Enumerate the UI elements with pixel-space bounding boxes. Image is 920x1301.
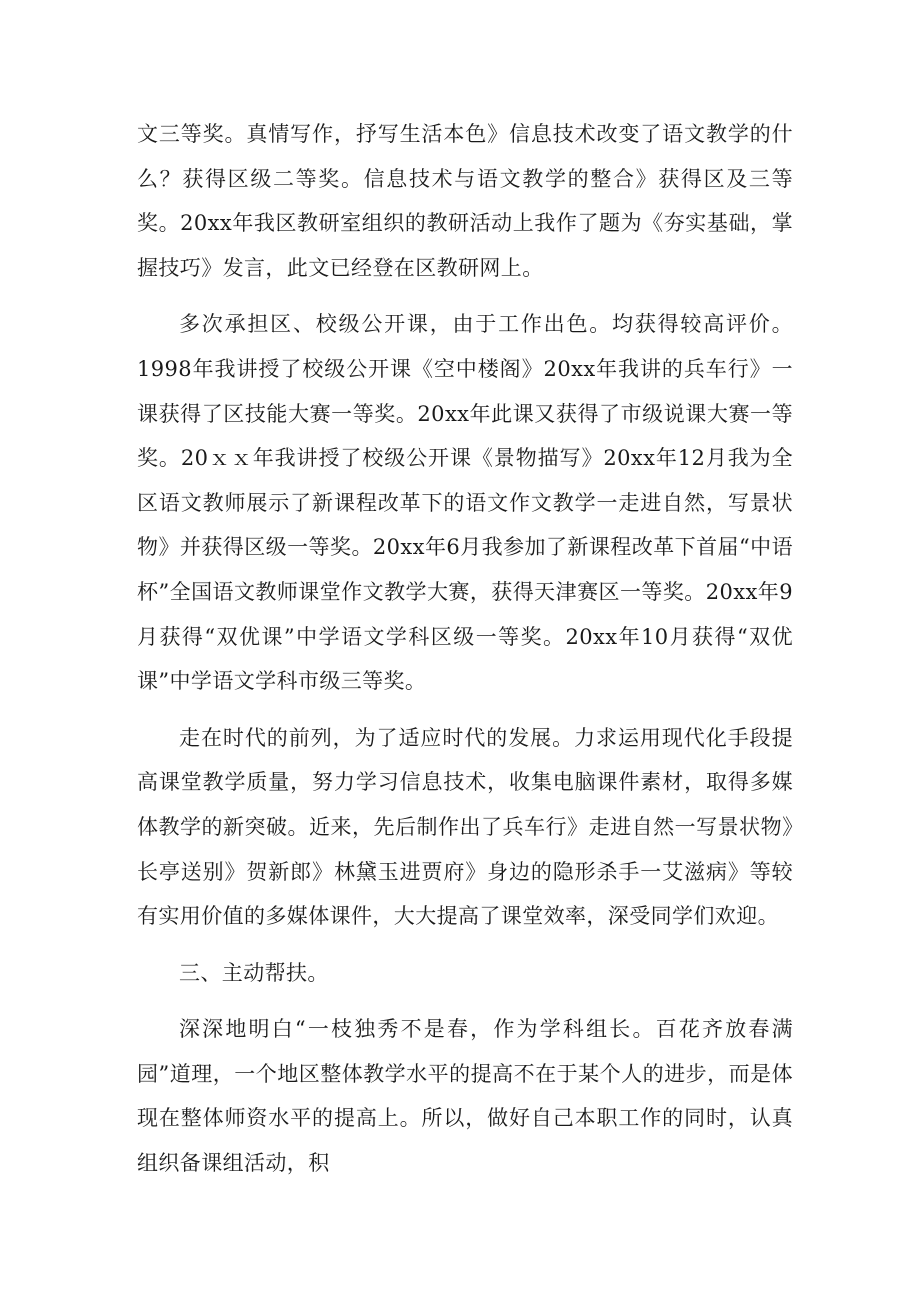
- paragraph-team-building: 深深地明白“一枝独秀不是春，作为学科组长。百花齐放春满园”道理，一个地区整体教学水平的提高不在于某个人的进步，而是体现在整体师资水平的提高上。所以，做好自己本职工作的同时，认真组织备课组活动，积: [137, 1017, 793, 1176]
- document-body: [137, 112, 793, 1186]
- paragraph-multimedia: 走在时代的前列，为了适应时代的发展。力求运用现代化手段提高课堂教学质量，努力学习信息技术，收集电脑课件素材，取得多媒体教学的新突破。近来，先后制作出了兵车行》走进自然一写景状物》长亭送别》贺新郎》林黛玉进贾府》身边的隐形杀手一艾滋病》等较有实用价值的多媒体课件，大大提高了课堂效率，深受同学们欢迎。: [137, 725, 793, 929]
- paragraph-open-classes: 多次承担区、校级公开课，由于工作出色。均获得较高评价。1998年我讲授了校级公开课《空中楼阁》20xx年我讲的兵车行》一课获得了区技能大赛一等奖。20xx年此课又获得了市级说课大赛一等奖。20ｘｘ年我讲授了校级公开课《景物描写》20xx年12月我为全区语文教师展示了新课程改革下的语文作文教学一走进自然，写景状物》并获得区级一等奖。20xx年6月我参加了新课程改革下首届“中语杯”全国语文教师课堂作文教学大赛，获得天津赛区一等奖。20xx年9月获得“双优课”中学语文学科区级一等奖。20xx年10月获得“双优课”中学语文学科市级三等奖。: [137, 312, 793, 694]
- section-heading-active-help: 三、主动帮扶。: [179, 960, 329, 985]
- paragraph-awards-continued: 文三等奖。真情写作，抒写生活本色》信息技术改变了语文教学的什么？获得区级二等奖。信息技术与语文教学的整合》获得区及三等奖。20xx年我区教研室组织的教研活动上我作了题为《夯实基础，掌握技巧》发言，此文已经登在区教研网上。: [137, 122, 793, 280]
